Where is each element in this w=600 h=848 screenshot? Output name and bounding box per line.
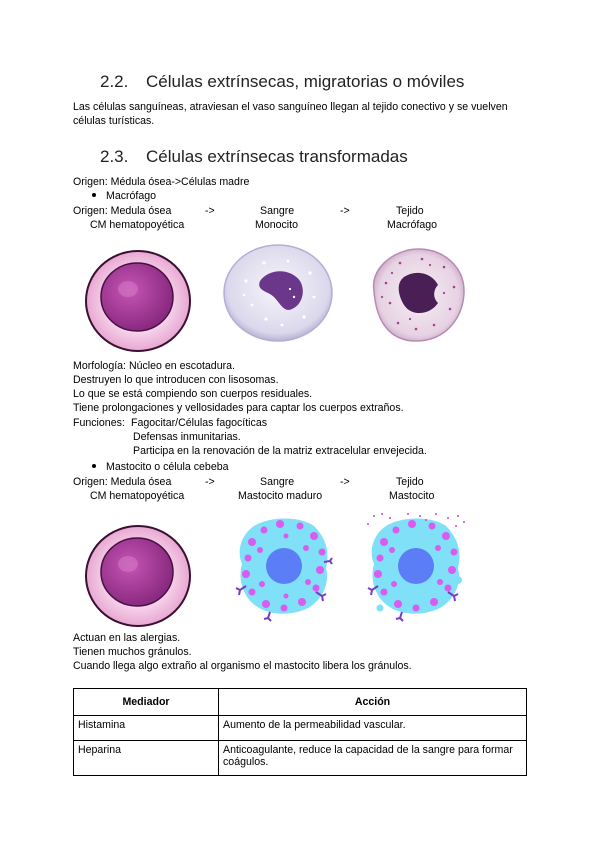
text-line: Actuan en las alergias. (73, 632, 181, 644)
origin-line: Origen: Médula ósea->Células madre (73, 176, 250, 188)
flow-arrow: -> (205, 205, 215, 217)
stem-cell-illustration (82, 518, 194, 630)
bullet-item (92, 189, 156, 203)
flow-arrow: -> (340, 205, 350, 217)
table-header-row (74, 689, 527, 716)
text-line: Destruyen lo que introducen con lisosomas. (73, 374, 279, 386)
section-number: 2.2. (100, 72, 129, 91)
table-cell: Anticoagulante, reduce la capacidad de la sangre para formar coágulos. (219, 741, 527, 776)
flow-origin: Origen: Medula ósea (73, 476, 172, 488)
table-row (74, 716, 527, 741)
flow-cell-label: Macrófago (387, 219, 438, 231)
flow-cell-label: CM hematopoyética (90, 219, 185, 231)
flow-stage: Tejido (396, 205, 424, 217)
flow-arrow: -> (205, 476, 215, 488)
functions-label: Funciones: (73, 417, 125, 429)
mediator-table (73, 688, 527, 776)
mast-cell-degranulating-illustration (362, 510, 472, 622)
text-line: Morfología: Núcleo en escotadura. (73, 360, 235, 372)
table-header-cell: Mediador (74, 689, 219, 716)
bullet-label: Macrófago (106, 190, 157, 202)
flow-cell-label: Mastocito maduro (238, 490, 323, 502)
flow-cell-label: Monocito (255, 219, 298, 231)
function-item: Fagocitar/Células fagocíticas (131, 417, 268, 429)
stem-cell-illustration (82, 243, 194, 355)
function-item: Participa en la renovación de la matriz extracelular envejecida. (133, 445, 427, 457)
bullet-item (92, 460, 229, 474)
table-header-cell: Acción (219, 689, 527, 716)
table-cell: Histamina (74, 716, 219, 741)
table-cell: Aumento de la permeabilidad vascular. (219, 716, 527, 741)
flow-stage: Tejido (396, 476, 424, 488)
section-title: Células extrínsecas, migratorias o móviles (146, 72, 465, 91)
paragraph-line: células turísticas. (73, 115, 155, 127)
mature-mast-cell-illustration (230, 512, 338, 622)
flow-cell-label: CM hematopoyética (90, 490, 185, 502)
section-heading-2-3 (100, 147, 408, 167)
table-cell: Heparina (74, 741, 219, 776)
text-line: Tienen muchos gránulos. (73, 646, 192, 658)
flow-origin: Origen: Medula ósea (73, 205, 172, 217)
flow-stage: Sangre (260, 476, 295, 488)
section-number: 2.3. (100, 147, 129, 166)
paragraph-line: Las células sanguíneas, atraviesan el vaso sanguíneo llegan al tejido conectivo y se vuelven (73, 101, 508, 113)
function-item: Defensas inmunitarias. (133, 431, 241, 443)
text-line: Tiene prolongaciones y vellosidades para captar los cuerpos extraños. (73, 402, 404, 414)
bullet-icon (92, 464, 96, 468)
macrophage-illustration (360, 243, 472, 345)
table-row (74, 741, 527, 776)
text-line: Lo que se está compiendo son cuerpos residuales. (73, 388, 313, 400)
text-line: Cuando llega algo extraño al organismo el mastocito libera los gránulos. (73, 660, 412, 672)
flow-arrow: -> (340, 476, 350, 488)
section-title: Células extrínsecas transformadas (146, 147, 408, 166)
bullet-label: Mastocito o célula cebeba (106, 461, 229, 473)
flow-stage: Sangre (260, 205, 295, 217)
section-heading-2-2 (100, 72, 464, 92)
bullet-icon (92, 193, 96, 197)
flow-cell-label: Mastocito (389, 490, 435, 502)
monocyte-illustration (222, 243, 334, 343)
